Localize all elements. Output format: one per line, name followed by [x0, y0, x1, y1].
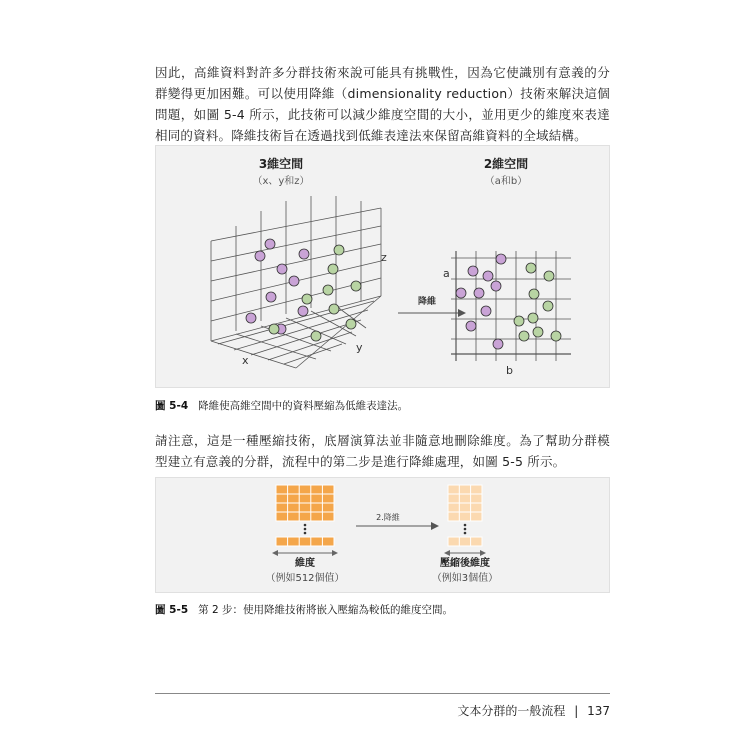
point-green [528, 313, 538, 323]
left-arrow-icon [272, 550, 278, 556]
low-dim-title: 壓縮後維度 [440, 558, 490, 569]
point-green [543, 301, 553, 311]
high-dim-row [276, 537, 334, 546]
point-purple [299, 249, 309, 259]
point-purple [474, 288, 484, 298]
point-purple [483, 271, 493, 281]
point-green [334, 245, 344, 255]
point-green [323, 285, 333, 295]
point-green [526, 263, 536, 273]
footer-rule [155, 693, 610, 694]
point-green [351, 281, 361, 291]
point-green [346, 319, 356, 329]
footer-separator: | [574, 704, 579, 718]
point-purple [481, 306, 491, 316]
point-purple [298, 306, 308, 316]
points-2d [456, 254, 561, 349]
caption-5-5-number: 圖 5-5 [155, 604, 189, 616]
left-subtitle: （x、y和z） [252, 176, 310, 187]
high-dim-title: 維度 [295, 558, 315, 569]
point-purple [456, 288, 466, 298]
point-green [311, 331, 321, 341]
right-arrow-icon [332, 550, 338, 556]
point-green [544, 271, 554, 281]
left-title: 3維空間 [258, 157, 304, 171]
axis-a-label: a [443, 267, 450, 280]
high-dim-subtitle: （例如512個值） [265, 573, 345, 584]
figure-5-4-svg [156, 146, 609, 387]
low-right-arrow-icon [480, 550, 486, 556]
arrow-head-icon [458, 309, 466, 317]
point-green [328, 264, 338, 274]
caption-5-4-text: 降維使高維空間中的資料壓縮為低維表達法。 [198, 400, 409, 412]
paragraph-1: 因此，高維資料對許多分群技術來說可能具有挑戰性，因為它使識別有意義的分群變得更加困難。可以使用降維（dimensionality reduction）技術來解決這個問題，如圖 5-4 所示，此技術可以減少維度空間的大小，並用更少的維度來表達相同的資料。降維技術旨在透過找到低維表達法來保留高維資料的全域結構。 [155, 65, 610, 143]
point-purple [265, 239, 275, 249]
arrow-label: 降維 [418, 297, 437, 307]
point-purple [468, 266, 478, 276]
high-dim-dots [304, 524, 307, 535]
point-green [529, 289, 539, 299]
low-dim-subtitle: （例如3個值） [431, 573, 499, 584]
footer-chapter: 文本分群的一般流程 [457, 704, 566, 718]
point-green [269, 324, 279, 334]
caption-5-4 [155, 398, 408, 413]
point-purple [466, 321, 476, 331]
point-green [519, 331, 529, 341]
point-purple [289, 276, 299, 286]
figure-5-5 [155, 477, 610, 593]
low-dim-row [448, 537, 482, 546]
point-purple [491, 281, 501, 291]
right-title: 2維空間 [483, 157, 529, 171]
low-dim-dots [464, 524, 467, 535]
point-purple [246, 313, 256, 323]
point-green [533, 327, 543, 337]
point-purple [493, 339, 503, 349]
point-green [514, 316, 524, 326]
axis-x-label: x [242, 354, 249, 367]
low-dim-grid [448, 485, 482, 521]
figure-5-5-svg [156, 478, 609, 592]
page-footer [457, 702, 610, 719]
point-green [302, 294, 312, 304]
caption-5-5-text: 第 2 步：使用降維技術將嵌入壓縮為較低的維度空間。 [198, 604, 453, 616]
point-purple [496, 254, 506, 264]
axis-b-label: b [506, 364, 513, 377]
step-arrow-head-icon [431, 522, 439, 530]
paragraph-2: 請注意，這是一種壓縮技術，底層演算法並非隨意地刪除維度。為了幫助分群模型建立有意義的分群，流程中的第二步是進行降維處理，如圖 5-5 所示。 [155, 433, 610, 469]
point-green [551, 331, 561, 341]
right-subtitle: （a和b） [484, 176, 528, 187]
point-green [329, 304, 339, 314]
point-purple [266, 292, 276, 302]
axis-y-label: y [356, 341, 363, 354]
caption-5-5 [155, 602, 453, 617]
low-left-arrow-icon [444, 550, 450, 556]
step-arrow-label: 2.降維 [376, 513, 400, 522]
point-purple [255, 251, 265, 261]
point-purple [277, 264, 287, 274]
figure-5-4 [155, 145, 610, 388]
high-dim-grid [276, 485, 334, 521]
caption-5-4-number: 圖 5-4 [155, 400, 189, 412]
axis-z-label: z [381, 251, 387, 264]
page-number: 137 [587, 704, 610, 718]
